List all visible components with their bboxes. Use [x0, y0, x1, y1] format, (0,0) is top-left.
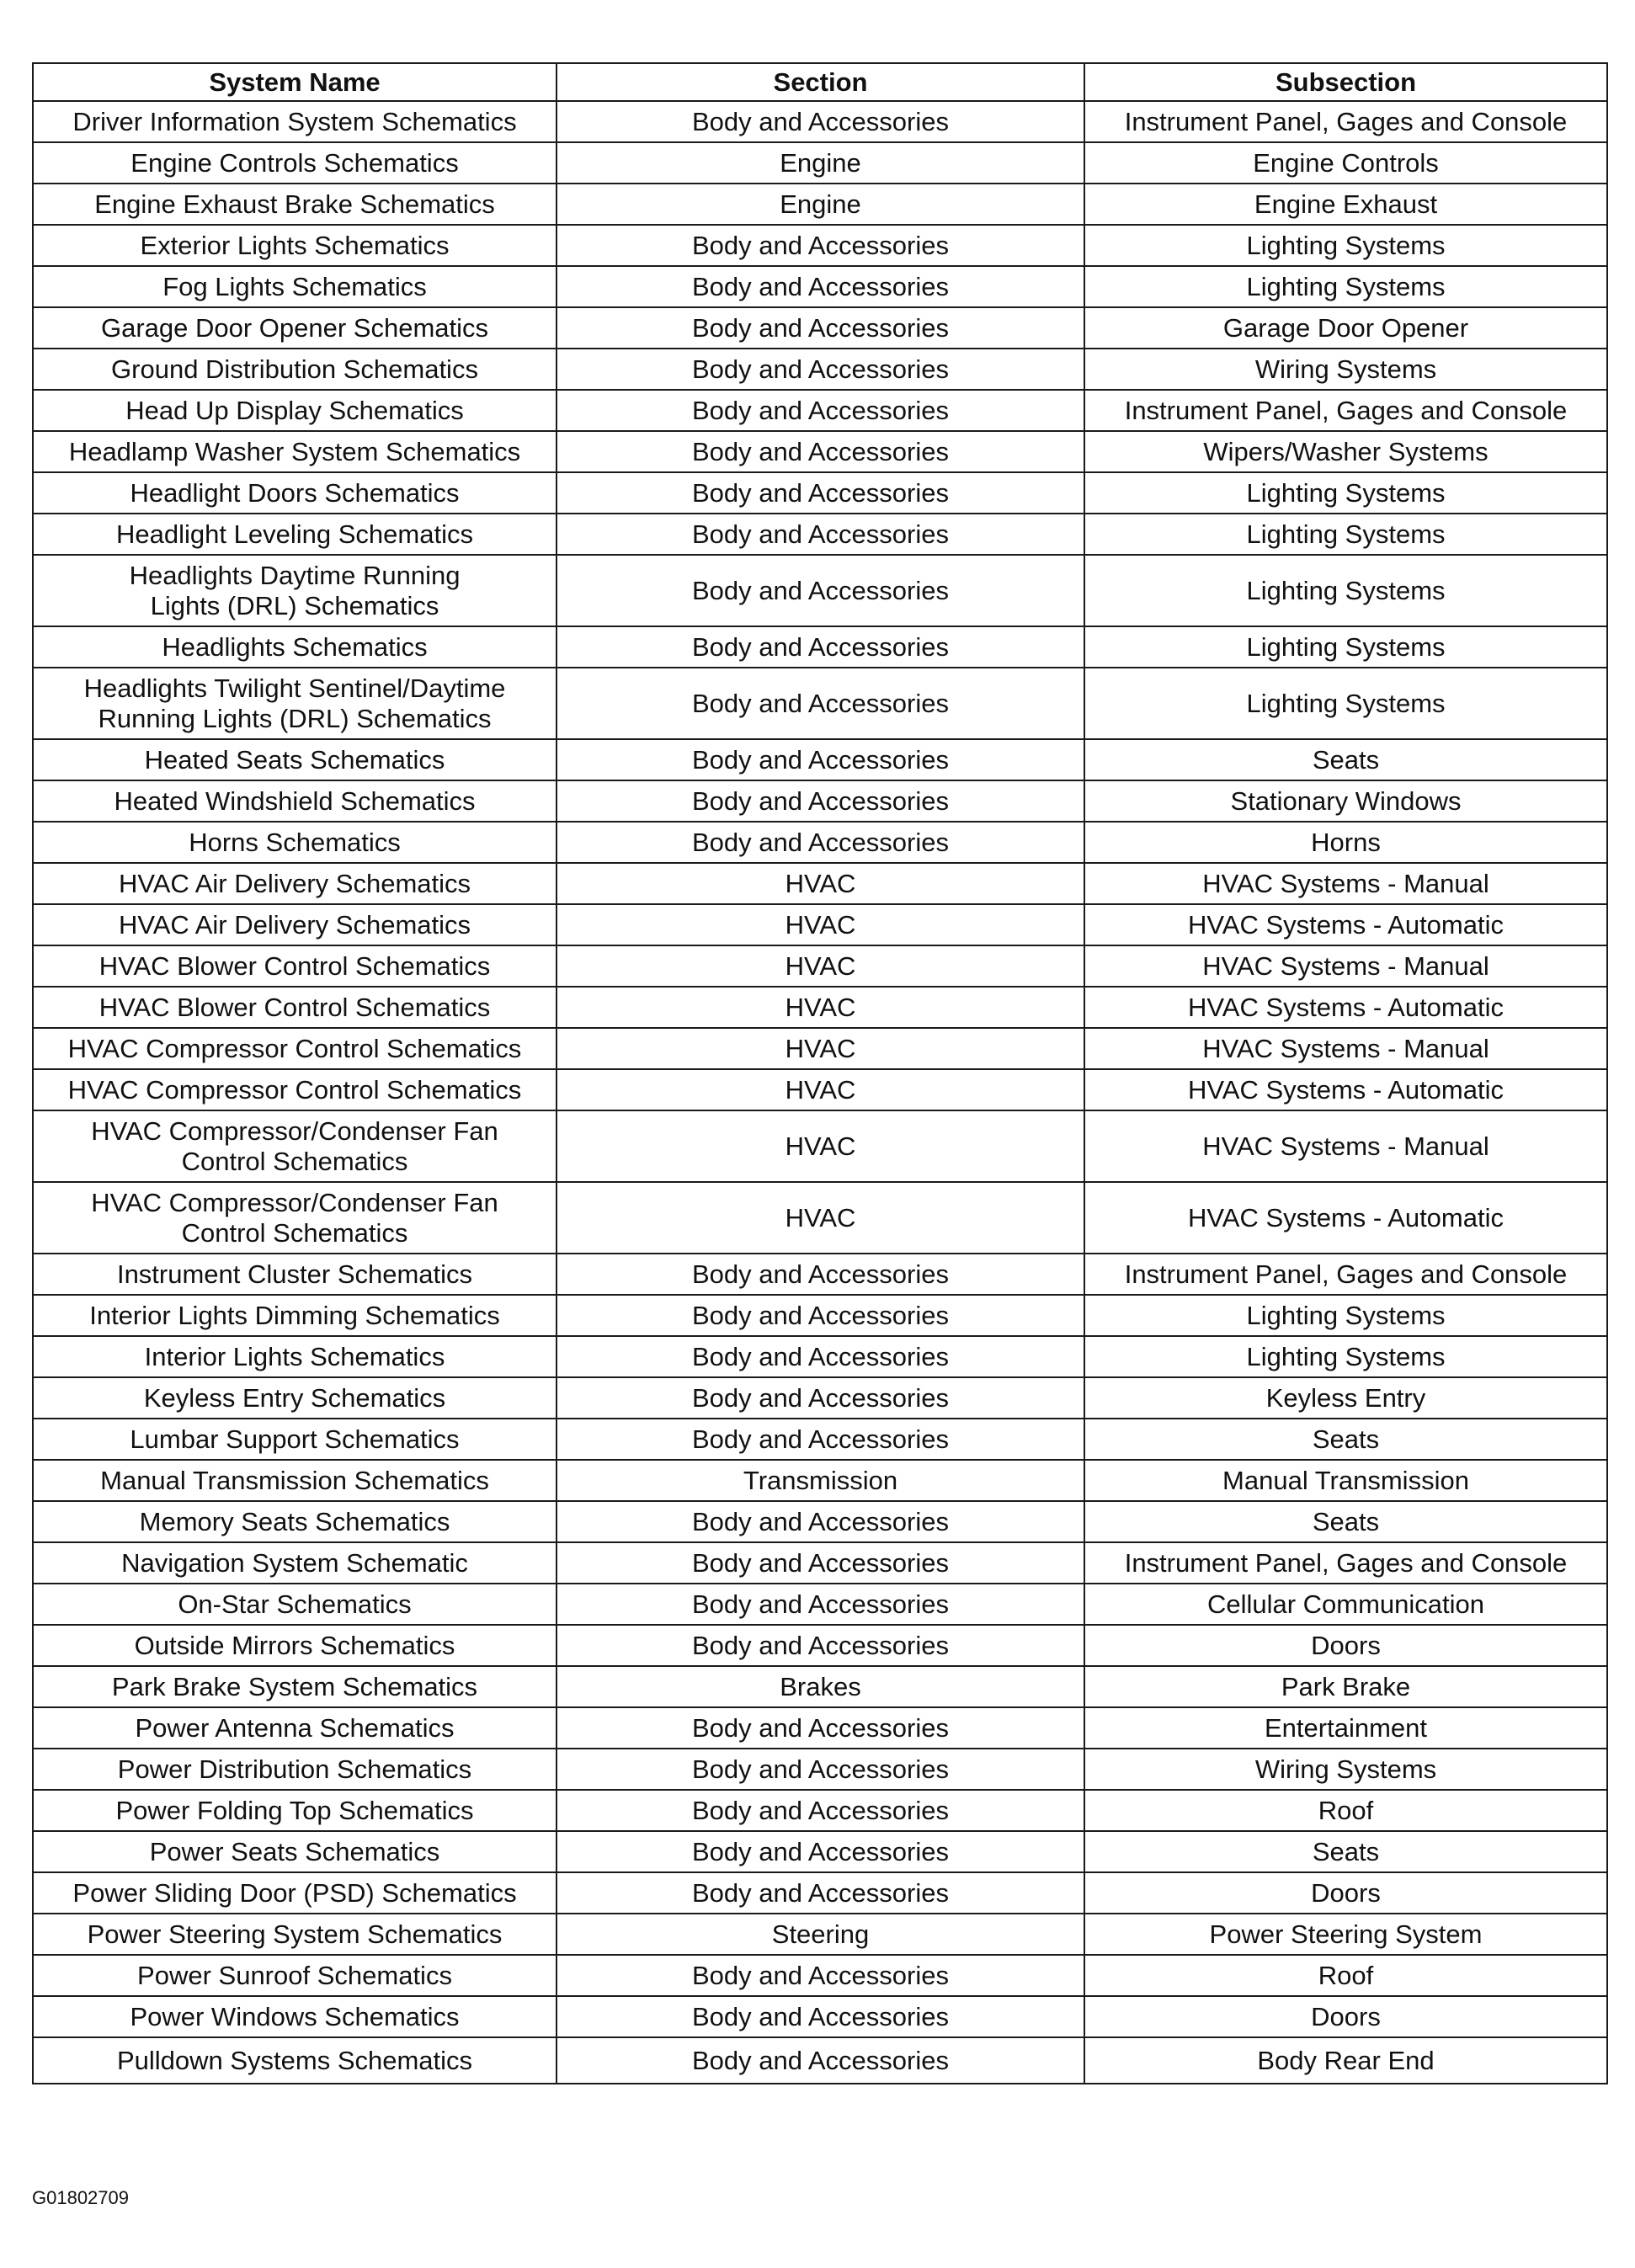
- table-row: [33, 307, 1607, 349]
- cell-subsection: Roof: [1084, 1790, 1607, 1831]
- cell-section: Body and Accessories: [557, 1996, 1084, 2037]
- cell-section: Body and Accessories: [557, 390, 1084, 431]
- table-row: [33, 1666, 1607, 1707]
- cell-system-name: Power Antenna Schematics: [33, 1707, 557, 1749]
- cell-subsection: Doors: [1084, 1625, 1607, 1666]
- cell-subsection: HVAC Systems - Automatic: [1084, 1182, 1607, 1254]
- cell-subsection: Keyless Entry: [1084, 1377, 1607, 1419]
- cell-subsection: Stationary Windows: [1084, 780, 1607, 822]
- table-row: [33, 472, 1607, 514]
- cell-subsection: Power Steering System: [1084, 1914, 1607, 1955]
- cell-section: Body and Accessories: [557, 1790, 1084, 1831]
- cell-system-name: Power Windows Schematics: [33, 1996, 557, 2037]
- cell-subsection: Lighting Systems: [1084, 555, 1607, 626]
- cell-section: HVAC: [557, 1028, 1084, 1069]
- cell-section: Body and Accessories: [557, 668, 1084, 739]
- table-row: [33, 101, 1607, 142]
- cell-section: Steering: [557, 1914, 1084, 1955]
- cell-system-name: Outside Mirrors Schematics: [33, 1625, 557, 1666]
- table-row: [33, 1419, 1607, 1460]
- cell-system-name: Heated Seats Schematics: [33, 739, 557, 780]
- cell-subsection: HVAC Systems - Manual: [1084, 1028, 1607, 1069]
- table-row: [33, 2037, 1607, 2084]
- cell-section: HVAC: [557, 863, 1084, 904]
- cell-section: Body and Accessories: [557, 555, 1084, 626]
- cell-subsection: Manual Transmission: [1084, 1460, 1607, 1501]
- cell-system-name: Headlamp Washer System Schematics: [33, 431, 557, 472]
- table-row: [33, 1028, 1607, 1069]
- cell-subsection: Cellular Communication: [1084, 1584, 1607, 1625]
- cell-section: Engine: [557, 142, 1084, 184]
- cell-section: Body and Accessories: [557, 1254, 1084, 1295]
- cell-subsection: Park Brake: [1084, 1666, 1607, 1707]
- table-row: [33, 1336, 1607, 1377]
- cell-subsection: Lighting Systems: [1084, 1295, 1607, 1336]
- cell-system-name: Park Brake System Schematics: [33, 1666, 557, 1707]
- cell-section: Body and Accessories: [557, 626, 1084, 668]
- header-section: Section: [557, 63, 1084, 101]
- cell-subsection: Engine Exhaust: [1084, 184, 1607, 225]
- table-row: [33, 780, 1607, 822]
- table-row: [33, 1872, 1607, 1914]
- cell-system-name: Navigation System Schematic: [33, 1542, 557, 1584]
- table-row: [33, 1584, 1607, 1625]
- cell-subsection: Horns: [1084, 822, 1607, 863]
- cell-subsection: Body Rear End: [1084, 2037, 1607, 2084]
- cell-system-name: Engine Controls Schematics: [33, 142, 557, 184]
- table-row: [33, 225, 1607, 266]
- cell-system-name: Horns Schematics: [33, 822, 557, 863]
- cell-section: HVAC: [557, 1069, 1084, 1110]
- cell-system-name: HVAC Blower Control Schematics: [33, 945, 557, 987]
- table-row: [33, 863, 1607, 904]
- table-row: [33, 184, 1607, 225]
- cell-system-name: HVAC Compressor/Condenser Fan Control Schematics: [33, 1182, 557, 1254]
- cell-section: Body and Accessories: [557, 472, 1084, 514]
- cell-system-name: HVAC Compressor Control Schematics: [33, 1069, 557, 1110]
- cell-section: Body and Accessories: [557, 1831, 1084, 1872]
- table-row: [33, 1501, 1607, 1542]
- cell-system-name: Power Sunroof Schematics: [33, 1955, 557, 1996]
- cell-system-name: Driver Information System Schematics: [33, 101, 557, 142]
- cell-section: Engine: [557, 184, 1084, 225]
- cell-system-name: Interior Lights Schematics: [33, 1336, 557, 1377]
- cell-section: HVAC: [557, 1182, 1084, 1254]
- table-body: [33, 101, 1607, 2084]
- table-row: [33, 1790, 1607, 1831]
- cell-system-name: On-Star Schematics: [33, 1584, 557, 1625]
- cell-section: Body and Accessories: [557, 1419, 1084, 1460]
- cell-system-name: HVAC Compressor/Condenser Fan Control Schematics: [33, 1110, 557, 1182]
- cell-system-name: HVAC Air Delivery Schematics: [33, 863, 557, 904]
- table-row: [33, 514, 1607, 555]
- table-row: [33, 1295, 1607, 1336]
- cell-system-name: Memory Seats Schematics: [33, 1501, 557, 1542]
- table-row: [33, 431, 1607, 472]
- cell-subsection: Instrument Panel, Gages and Console: [1084, 390, 1607, 431]
- table-header: [33, 63, 1607, 101]
- cell-section: Transmission: [557, 1460, 1084, 1501]
- cell-subsection: Lighting Systems: [1084, 514, 1607, 555]
- cell-system-name: Keyless Entry Schematics: [33, 1377, 557, 1419]
- cell-system-name: Power Seats Schematics: [33, 1831, 557, 1872]
- header-system-name: System Name: [33, 63, 557, 101]
- cell-subsection: Wipers/Washer Systems: [1084, 431, 1607, 472]
- cell-subsection: Lighting Systems: [1084, 472, 1607, 514]
- cell-system-name: Interior Lights Dimming Schematics: [33, 1295, 557, 1336]
- cell-system-name: Power Folding Top Schematics: [33, 1790, 557, 1831]
- cell-subsection: Wiring Systems: [1084, 1749, 1607, 1790]
- cell-subsection: Entertainment: [1084, 1707, 1607, 1749]
- table-row: [33, 1542, 1607, 1584]
- cell-section: HVAC: [557, 945, 1084, 987]
- table-row: [33, 1996, 1607, 2037]
- cell-system-name: Headlights Schematics: [33, 626, 557, 668]
- cell-section: Body and Accessories: [557, 1542, 1084, 1584]
- cell-subsection: Lighting Systems: [1084, 225, 1607, 266]
- cell-system-name: Manual Transmission Schematics: [33, 1460, 557, 1501]
- cell-section: Brakes: [557, 1666, 1084, 1707]
- table-row: [33, 1110, 1607, 1182]
- cell-section: HVAC: [557, 987, 1084, 1028]
- cell-system-name: Headlights Twilight Sentinel/Daytime Running Lights (DRL) Schematics: [33, 668, 557, 739]
- table-row: [33, 390, 1607, 431]
- table-row: [33, 142, 1607, 184]
- cell-system-name: Heated Windshield Schematics: [33, 780, 557, 822]
- table-row: [33, 1831, 1607, 1872]
- cell-system-name: Exterior Lights Schematics: [33, 225, 557, 266]
- cell-section: Body and Accessories: [557, 1955, 1084, 1996]
- cell-system-name: HVAC Compressor Control Schematics: [33, 1028, 557, 1069]
- cell-system-name: Garage Door Opener Schematics: [33, 307, 557, 349]
- cell-subsection: HVAC Systems - Manual: [1084, 945, 1607, 987]
- table-row: [33, 1254, 1607, 1295]
- cell-system-name: Power Sliding Door (PSD) Schematics: [33, 1872, 557, 1914]
- header-row: [33, 63, 1607, 101]
- cell-section: Body and Accessories: [557, 349, 1084, 390]
- table-row: [33, 266, 1607, 307]
- cell-system-name: HVAC Air Delivery Schematics: [33, 904, 557, 945]
- cell-section: Body and Accessories: [557, 780, 1084, 822]
- cell-subsection: Lighting Systems: [1084, 1336, 1607, 1377]
- cell-system-name: Headlights Daytime Running Lights (DRL) Schematics: [33, 555, 557, 626]
- cell-subsection: Seats: [1084, 1831, 1607, 1872]
- table-row: [33, 1955, 1607, 1996]
- cell-section: HVAC: [557, 1110, 1084, 1182]
- cell-subsection: Instrument Panel, Gages and Console: [1084, 1542, 1607, 1584]
- cell-section: Body and Accessories: [557, 739, 1084, 780]
- cell-subsection: HVAC Systems - Automatic: [1084, 987, 1607, 1028]
- header-subsection: Subsection: [1084, 63, 1607, 101]
- cell-subsection: HVAC Systems - Automatic: [1084, 904, 1607, 945]
- cell-section: Body and Accessories: [557, 1707, 1084, 1749]
- cell-section: Body and Accessories: [557, 1336, 1084, 1377]
- cell-system-name: Lumbar Support Schematics: [33, 1419, 557, 1460]
- cell-section: Body and Accessories: [557, 1501, 1084, 1542]
- cell-section: Body and Accessories: [557, 1295, 1084, 1336]
- table-row: [33, 1069, 1607, 1110]
- cell-section: Body and Accessories: [557, 1584, 1084, 1625]
- cell-section: Body and Accessories: [557, 431, 1084, 472]
- table-row: [33, 1914, 1607, 1955]
- cell-subsection: Lighting Systems: [1084, 626, 1607, 668]
- cell-section: Body and Accessories: [557, 1749, 1084, 1790]
- cell-system-name: Head Up Display Schematics: [33, 390, 557, 431]
- table-row: [33, 945, 1607, 987]
- cell-subsection: Instrument Panel, Gages and Console: [1084, 1254, 1607, 1295]
- cell-subsection: Instrument Panel, Gages and Console: [1084, 101, 1607, 142]
- cell-section: Body and Accessories: [557, 225, 1084, 266]
- schematics-index-table: [32, 62, 1608, 2084]
- cell-system-name: HVAC Blower Control Schematics: [33, 987, 557, 1028]
- table-row: [33, 987, 1607, 1028]
- cell-system-name: Engine Exhaust Brake Schematics: [33, 184, 557, 225]
- cell-system-name: Fog Lights Schematics: [33, 266, 557, 307]
- cell-section: Body and Accessories: [557, 307, 1084, 349]
- table-row: [33, 1707, 1607, 1749]
- cell-section: Body and Accessories: [557, 266, 1084, 307]
- cell-subsection: Doors: [1084, 1996, 1607, 2037]
- table-row: [33, 349, 1607, 390]
- table-row: [33, 1749, 1607, 1790]
- cell-section: Body and Accessories: [557, 101, 1084, 142]
- table-row: [33, 739, 1607, 780]
- table-row: [33, 904, 1607, 945]
- cell-subsection: Seats: [1084, 739, 1607, 780]
- figure-id: G01802709: [32, 2187, 129, 2208]
- cell-system-name: Instrument Cluster Schematics: [33, 1254, 557, 1295]
- table-row: [33, 668, 1607, 739]
- cell-system-name: Ground Distribution Schematics: [33, 349, 557, 390]
- cell-subsection: Lighting Systems: [1084, 266, 1607, 307]
- cell-section: Body and Accessories: [557, 822, 1084, 863]
- cell-subsection: Engine Controls: [1084, 142, 1607, 184]
- cell-subsection: Doors: [1084, 1872, 1607, 1914]
- cell-subsection: HVAC Systems - Manual: [1084, 863, 1607, 904]
- cell-section: HVAC: [557, 904, 1084, 945]
- table-row: [33, 1182, 1607, 1254]
- cell-system-name: Pulldown Systems Schematics: [33, 2037, 557, 2084]
- cell-subsection: Lighting Systems: [1084, 668, 1607, 739]
- cell-subsection: Roof: [1084, 1955, 1607, 1996]
- cell-section: Body and Accessories: [557, 1872, 1084, 1914]
- cell-system-name: Headlight Doors Schematics: [33, 472, 557, 514]
- cell-system-name: Power Steering System Schematics: [33, 1914, 557, 1955]
- table-row: [33, 1460, 1607, 1501]
- cell-system-name: Power Distribution Schematics: [33, 1749, 557, 1790]
- cell-section: Body and Accessories: [557, 1625, 1084, 1666]
- table-row: [33, 1377, 1607, 1419]
- cell-subsection: Wiring Systems: [1084, 349, 1607, 390]
- cell-system-name: Headlight Leveling Schematics: [33, 514, 557, 555]
- table-row: [33, 822, 1607, 863]
- cell-section: Body and Accessories: [557, 2037, 1084, 2084]
- cell-subsection: Garage Door Opener: [1084, 307, 1607, 349]
- cell-section: Body and Accessories: [557, 514, 1084, 555]
- cell-section: Body and Accessories: [557, 1377, 1084, 1419]
- table-row: [33, 555, 1607, 626]
- table-row: [33, 1625, 1607, 1666]
- cell-subsection: Seats: [1084, 1419, 1607, 1460]
- table-row: [33, 626, 1607, 668]
- cell-subsection: HVAC Systems - Automatic: [1084, 1069, 1607, 1110]
- cell-subsection: Seats: [1084, 1501, 1607, 1542]
- cell-subsection: HVAC Systems - Manual: [1084, 1110, 1607, 1182]
